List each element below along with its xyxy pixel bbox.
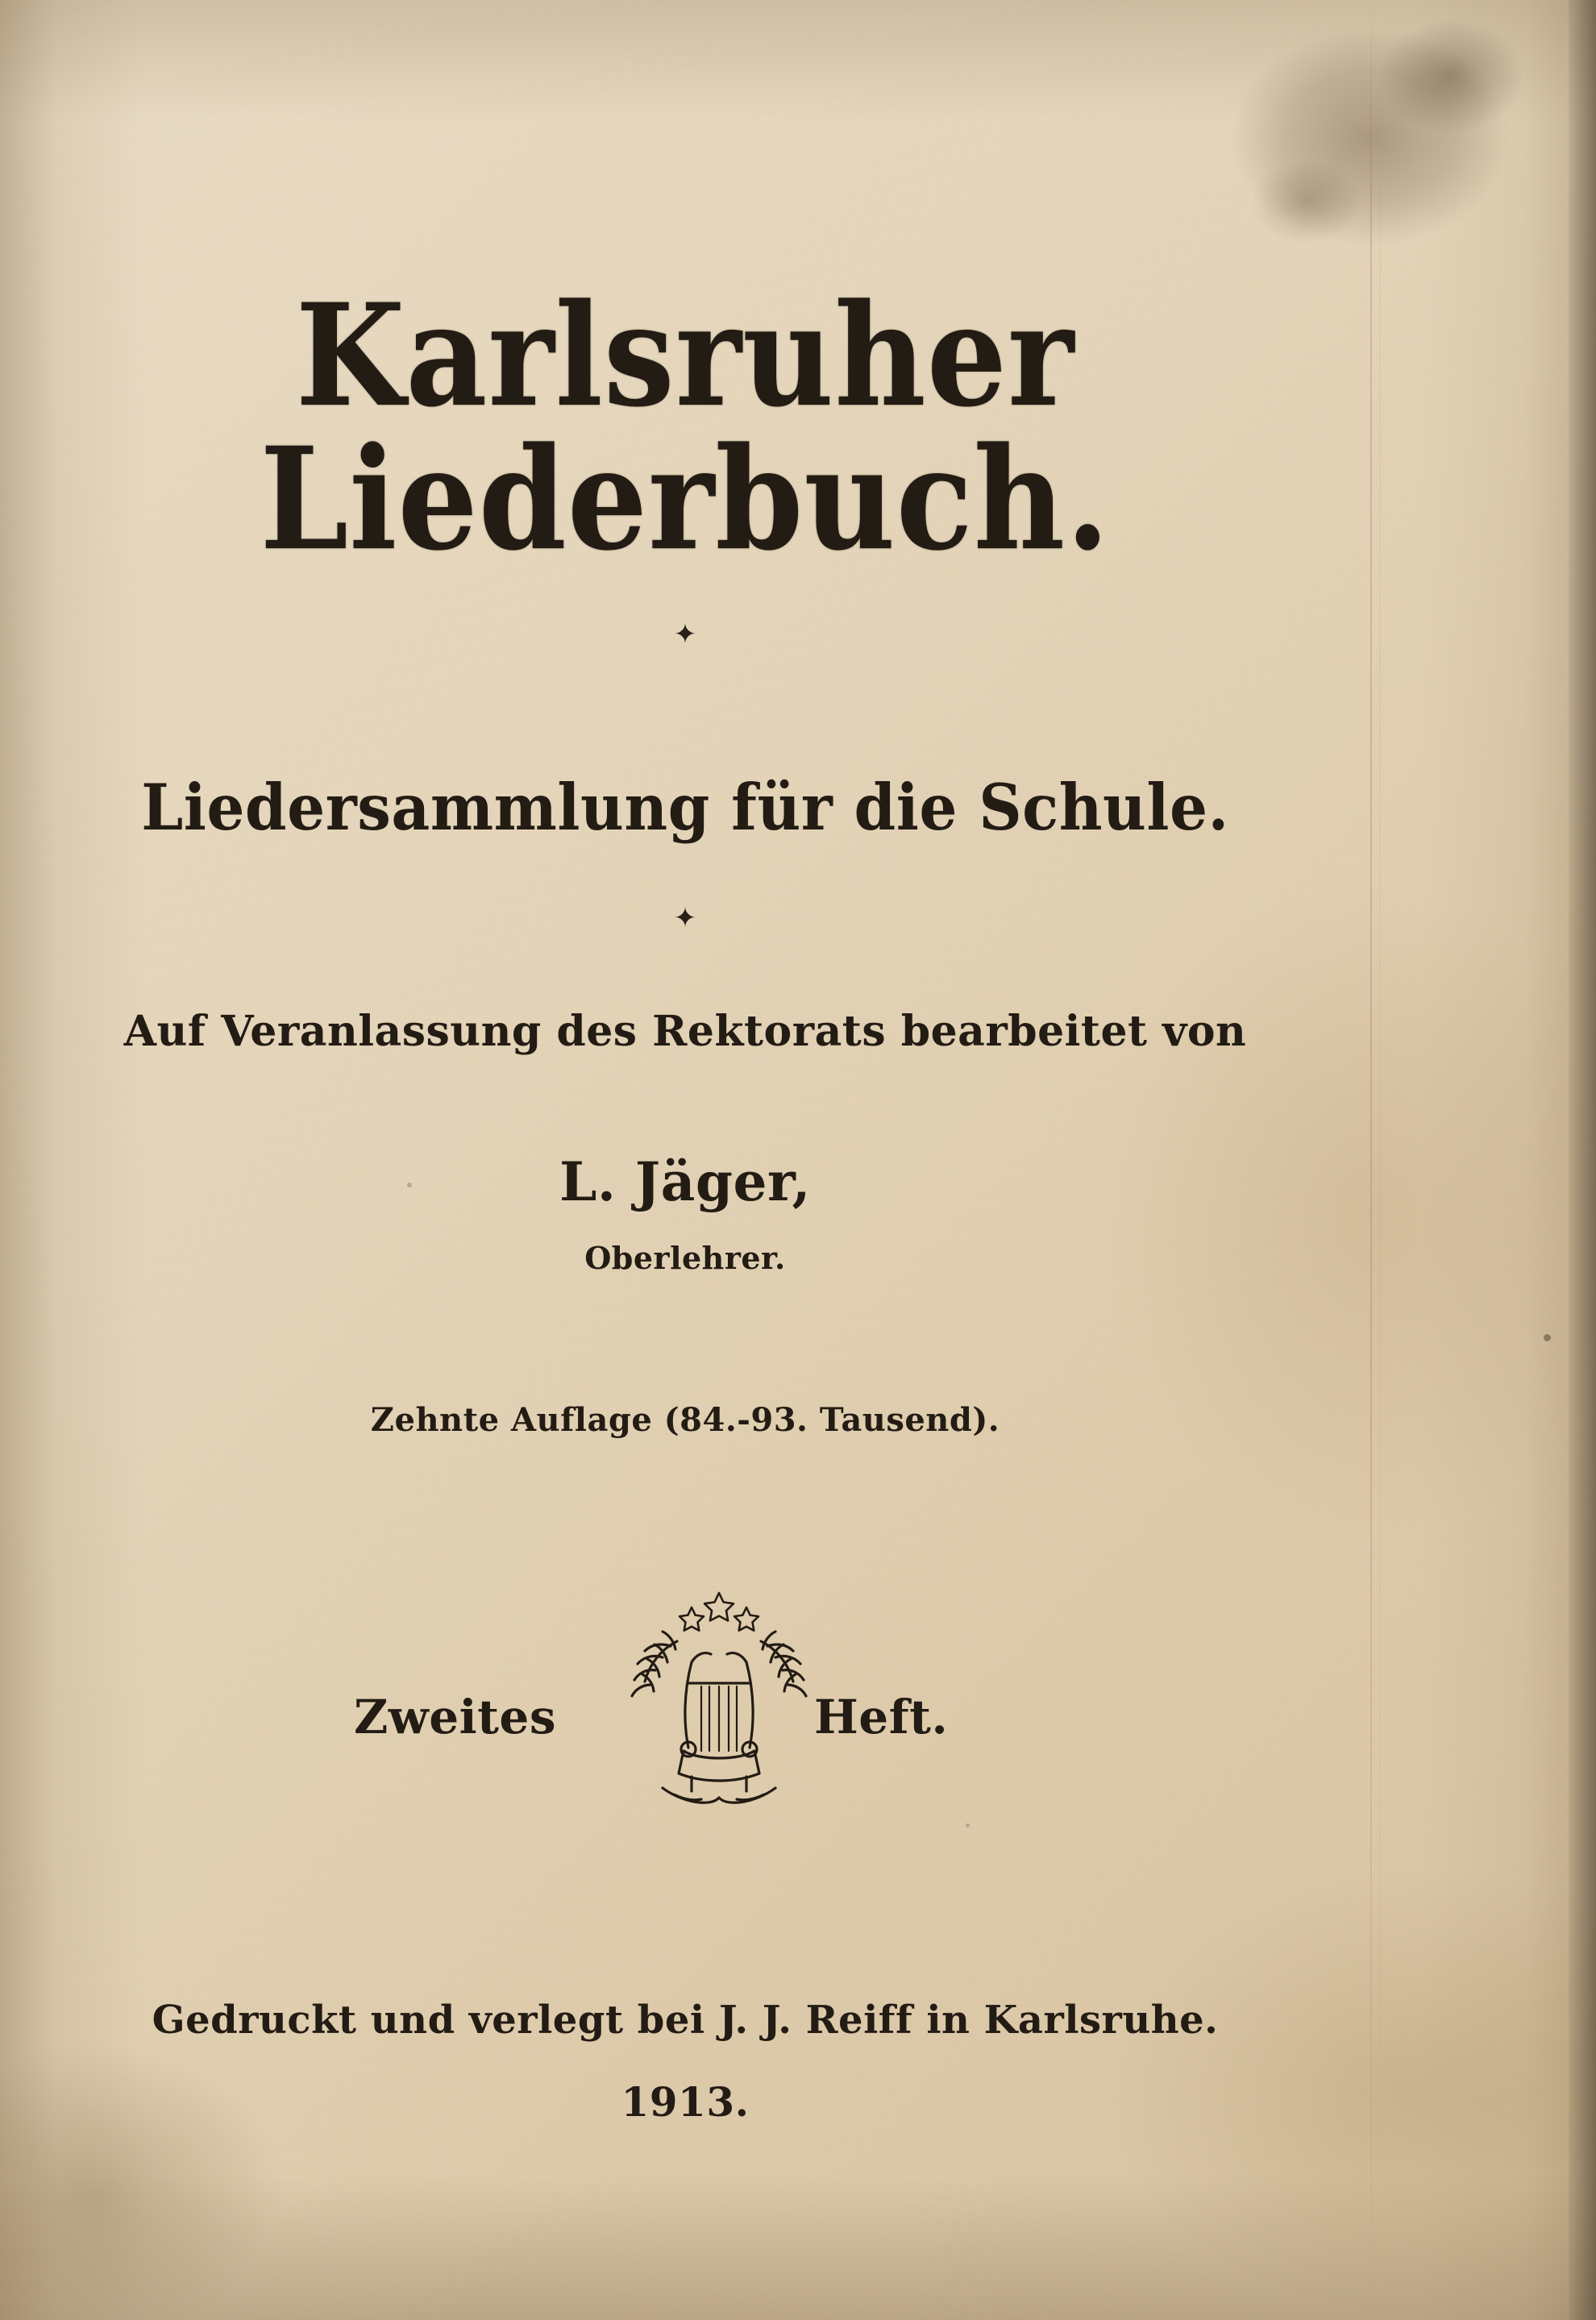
subtitle: Liedersammlung für die Schule.: [141, 771, 1229, 845]
diamond-ornament-icon: ✦: [673, 618, 697, 651]
volume-row: [0, 1580, 1370, 1814]
paper-speck: [1544, 1334, 1551, 1341]
page-gutter-shadow: [1569, 0, 1596, 2320]
margin-rule-line: [1370, 0, 1372, 2320]
editor-role: Oberlehrer.: [584, 1240, 786, 1276]
diamond-ornament-icon: ✦: [673, 902, 697, 934]
edition-statement: Zehnte Auflage (84.-93. Tausend).: [370, 1401, 1000, 1439]
editor-name: L. Jäger,: [559, 1150, 811, 1213]
page-title: Karlsruher Liederbuch.: [260, 272, 1111, 582]
volume-label-right: Heft.: [814, 1690, 949, 1744]
byline: Auf Veranlassung des Rektorats bearbeitet von: [123, 1007, 1247, 1056]
volume-label-left: Zweites: [353, 1690, 556, 1744]
margin-rule-line-secondary: [1380, 48, 1381, 2225]
lyre-with-stars-and-laurel-icon: [614, 1580, 824, 1814]
imprint: Gedruckt und verlegt bei J. J. Reiff in Karlsruhe.: [152, 1998, 1219, 2043]
publication-year: 1913.: [621, 2078, 750, 2126]
